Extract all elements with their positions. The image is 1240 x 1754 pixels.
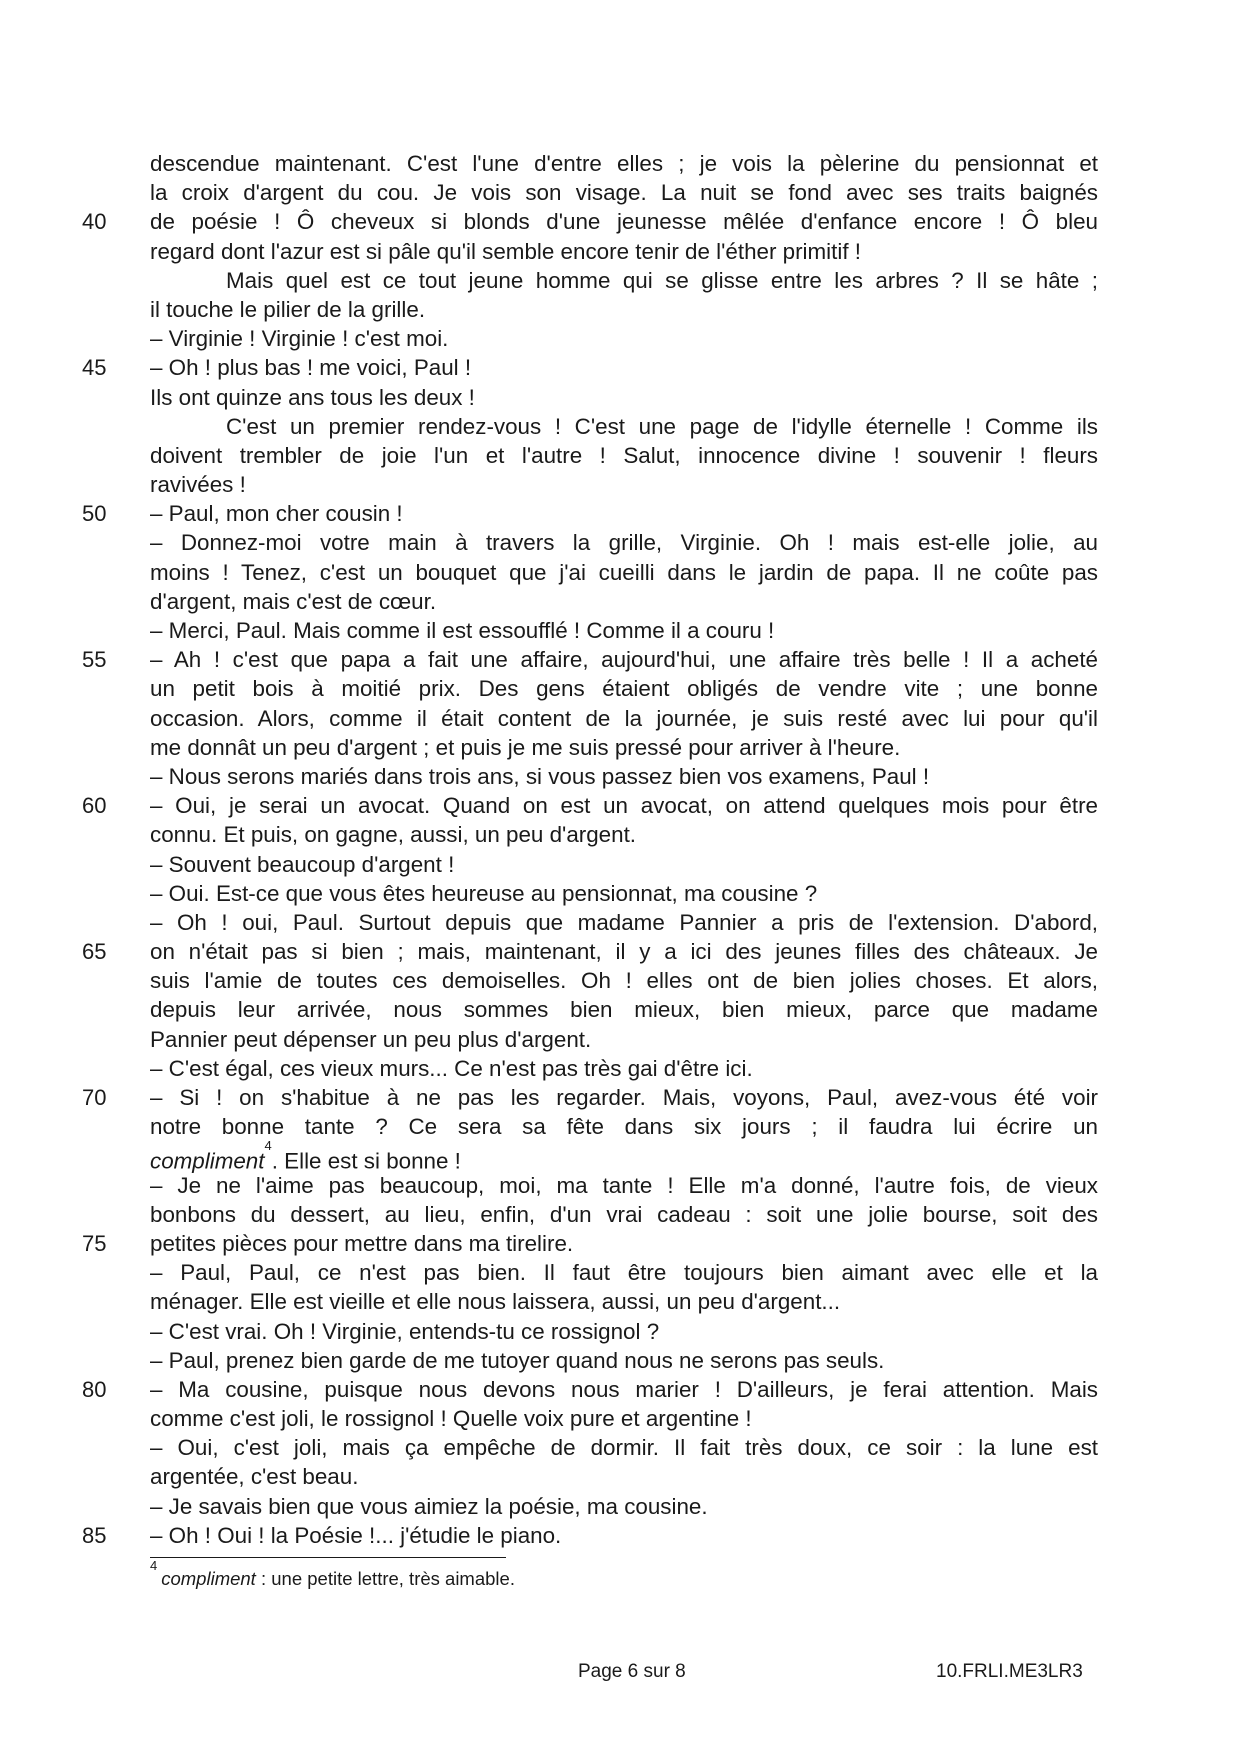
text-line: C'est un premier rendez-vous ! C'est une page de l'idylle éternelle ! Comme ils [226, 413, 1098, 439]
text-line: bonbons du dessert, au lieu, enfin, d'un vrai cadeau : soit une jolie bourse, soit des [150, 1201, 1098, 1227]
line-number: 80 [82, 1376, 107, 1402]
text-line: la croix d'argent du cou. Je vois son visage. La nuit se fond avec ses traits baignés [150, 180, 1098, 206]
footnote [150, 1558, 515, 1590]
line-number: 40 [82, 209, 107, 235]
line-number: 50 [82, 501, 107, 527]
text-line: descendue maintenant. C'est l'une d'entre elles ; je vois la pèlerine du pensionnat et [150, 151, 1098, 176]
text-line: un petit bois à moitié prix. Des gens étaient obligés de vendre vite ; une bonne [150, 676, 1098, 702]
text-line [82, 207, 1098, 236]
text-line-content: . Elle est si bonne ! [271, 1148, 461, 1174]
line-number: 65 [82, 939, 107, 965]
text-line [82, 1229, 1098, 1258]
text-line: – Je savais bien que vous aimiez la poésie, ma cousine. [150, 1493, 708, 1519]
footnote-number: 4 [150, 1558, 158, 1573]
text-line-content: – Ah ! c'est que papa a fait une affaire, aujourd'hui, une affaire très belle ! Il a acheté [150, 647, 1098, 673]
line-number: 45 [82, 355, 107, 381]
text-line [82, 937, 1098, 966]
page-number: Page 6 sur 8 [578, 1661, 686, 1682]
line-number: 60 [82, 793, 107, 819]
text-line [82, 499, 1098, 528]
text-line-content: – Si ! on s'habitue à ne pas les regarder. Mais, voyons, Paul, avez-vous été voir [150, 1085, 1098, 1110]
text-line: – Souvent beaucoup d'argent ! [150, 851, 455, 877]
text-line: occasion. Alors, comme il était content de la journée, je suis resté avec lui pour qu'il [150, 705, 1098, 731]
text-line: – Merci, Paul. Mais comme il est essoufflé ! Comme il a couru ! [150, 618, 775, 643]
line-number: 70 [82, 1085, 107, 1110]
text-body [82, 149, 1098, 1550]
text-line-content: – Ma cousine, puisque nous devons nous marier ! D'ailleurs, je ferai attention. Mais [150, 1376, 1098, 1402]
text-line [82, 1375, 1098, 1404]
line-number: 75 [82, 1230, 107, 1256]
text-line: moins ! Tenez, c'est un bouquet que j'ai cueilli dans le jardin de papa. Il ne coûte pas [150, 559, 1098, 585]
text-line: me donnât un peu d'argent ; et puis je me suis pressé pour arriver à l'heure. [150, 734, 901, 760]
text-line: notre bonne tante ? Ce sera sa fête dans six jours ; il faudra lui écrire un [150, 1114, 1098, 1140]
text-line: – Donnez-moi votre main à travers la grille, Virginie. Oh ! mais est-elle jolie, au [150, 530, 1098, 556]
footnote-term: compliment [150, 1148, 265, 1174]
text-line: ménager. Elle est vieille et elle nous laissera, aussi, un peu d'argent... [150, 1289, 841, 1315]
text-line-content: – Paul, mon cher cousin ! [150, 501, 403, 527]
text-line-content: – Oh ! Oui ! la Poésie !... j'étudie le piano. [150, 1522, 562, 1548]
text-line: ravivées ! [150, 472, 246, 498]
text-line: suis l'amie de toutes ces demoiselles. Oh ! elles ont de bien jolies choses. Et alors, [150, 968, 1098, 994]
text-line [82, 1083, 1098, 1112]
text-line [82, 353, 1098, 382]
footnote-term: compliment [161, 1568, 256, 1590]
text-line-content: – Oh ! plus bas ! me voici, Paul ! [150, 355, 472, 381]
text-line: depuis leur arrivée, nous sommes bien mieux, bien mieux, parce que madame [150, 997, 1098, 1023]
text-line: – Virginie ! Virginie ! c'est moi. [150, 326, 449, 352]
text-line: – C'est vrai. Oh ! Virginie, entends-tu ce rossignol ? [150, 1318, 660, 1344]
text-line: – C'est égal, ces vieux murs... Ce n'est pas très gai d'être ici. [150, 1055, 753, 1081]
text-line: Mais quel est ce tout jeune homme qui se glisse entre les arbres ? Il se hâte ; [226, 267, 1098, 293]
text-line: comme c'est joli, le rossignol ! Quelle voix pure et argentine ! [150, 1406, 752, 1432]
footnote-marker: 4 [264, 1138, 272, 1154]
text-line: – Paul, prenez bien garde de me tutoyer quand nous ne serons pas seuls. [150, 1347, 885, 1373]
text-line: – Oh ! oui, Paul. Surtout depuis que madame Pannier a pris de l'extension. D'abord, [150, 909, 1098, 935]
text-line: – Je ne l'aime pas beaucoup, moi, ma tante ! Elle m'a donné, l'autre fois, de vieux [150, 1172, 1098, 1198]
text-line [82, 791, 1098, 820]
text-line-content: – Oui, je serai un avocat. Quand on est un avocat, on attend quelques mois pour être [150, 793, 1098, 819]
text-line: doivent trembler de joie l'un et l'autre ! Salut, innocence divine ! souvenir ! fleurs [150, 442, 1098, 468]
footnote-separator [150, 1557, 506, 1558]
text-line: – Oui, c'est joli, mais ça empêche de dormir. Il fait très doux, ce soir : la lune est [150, 1435, 1098, 1461]
text-line [82, 1521, 1098, 1550]
text-line-content: on n'était pas si bien ; mais, maintenant, il y a ici des jeunes filles des châteaux. Je [150, 939, 1098, 965]
text-line: regard dont l'azur est si pâle qu'il semble encore tenir de l'éther primitif ! [150, 238, 862, 264]
text-line [150, 1138, 1098, 1174]
text-line-content: petites pièces pour mettre dans ma tirelire. [150, 1230, 574, 1256]
text-line: – Paul, Paul, ce n'est pas bien. Il faut être toujours bien aimant avec elle et la [150, 1260, 1098, 1286]
text-line: il touche le pilier de la grille. [150, 296, 426, 322]
document-code: 10.FRLI.ME3LR3 [936, 1661, 1083, 1682]
text-line: d'argent, mais c'est de cœur. [150, 588, 437, 614]
line-number: 55 [82, 647, 107, 673]
text-line: Ils ont quinze ans tous les deux ! [150, 384, 475, 410]
text-line: connu. Et puis, on gagne, aussi, un peu d'argent. [150, 822, 637, 848]
text-line: – Oui. Est-ce que vous êtes heureuse au pensionnat, ma cousine ? [150, 880, 818, 906]
text-line: – Nous serons mariés dans trois ans, si vous passez bien vos examens, Paul ! [150, 763, 930, 789]
footnote-definition: : une petite lettre, très aimable. [255, 1568, 515, 1590]
text-line-content: de poésie ! Ô cheveux si blonds d'une jeunesse mêlée d'enfance encore ! Ô bleu [150, 209, 1098, 235]
text-line: argentée, c'est beau. [150, 1464, 359, 1490]
text-line: Pannier peut dépenser un peu plus d'argent. [150, 1026, 592, 1052]
line-number: 85 [82, 1522, 107, 1548]
text-line [82, 645, 1098, 674]
